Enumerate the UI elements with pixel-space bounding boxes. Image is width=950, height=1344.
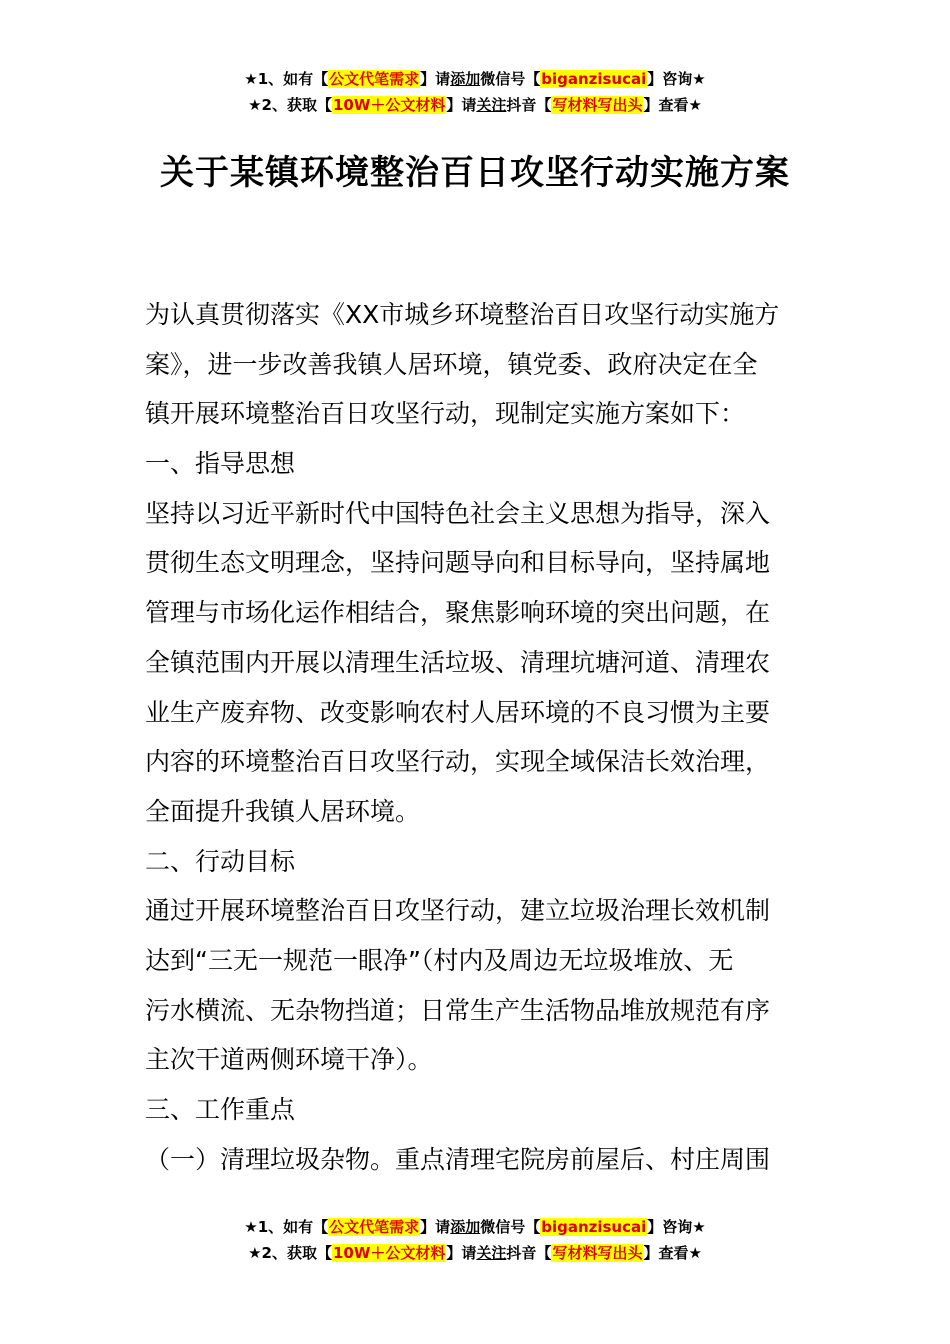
body-line: 案》，进一步改善我镇人居环境，镇党委、政府决定在全 <box>145 349 758 379</box>
body-line: （一）清理垃圾杂物。重点清理宅院房前屋后、村庄周围 <box>145 1144 771 1174</box>
body-line: 业生产废弃物、改变影响农村人居环境的不良习惯为主要 <box>145 697 771 727</box>
section-heading-1: 一、指导思想 <box>145 449 296 479</box>
banner-line-1-underline: 添加 <box>450 70 481 88</box>
footer-line-2-post: 】查看★ <box>643 1244 702 1262</box>
body-line: 内容的环境整治百日攻坚行动，实现全域保洁长效治理， <box>145 747 771 777</box>
body-line: 贯彻生态文明理念，坚持问题导向和目标导向，坚持属地 <box>145 548 771 578</box>
banner-line-2-highlight-douyin: 写材料写出头 <box>552 96 643 114</box>
footer-line-2-mid: 】请 <box>446 1244 477 1262</box>
footer-line-1-post: 】咨询★ <box>647 1218 706 1236</box>
body-line: 污水横流、无杂物挡道；日常生产生活物品堆放规范有序 <box>145 995 771 1025</box>
banner-line-1-highlight-service: 公文代笔需求 <box>329 70 420 88</box>
section-heading-3: 三、工作重点 <box>145 1095 296 1124</box>
banner-line-2-underline: 关注 <box>476 96 507 114</box>
header-banner <box>0 66 950 118</box>
banner-line-1-pre: ★1、如有【 <box>244 70 329 88</box>
footer-line-1-underline: 添加 <box>450 1218 481 1236</box>
section-heading-2: 二、行动目标 <box>145 846 296 876</box>
banner-line-1-mid: 】请 <box>420 70 451 88</box>
footer-line-2-underline: 关注 <box>476 1244 507 1262</box>
footer-line-2-pre: ★2、获取【 <box>248 1244 332 1262</box>
footer-line-2-mid2: 抖音【 <box>506 1244 552 1262</box>
body-line: 通过开展环境整治百日攻坚行动，建立垃圾治理长效机制 <box>145 896 771 926</box>
footer-line-1-highlight-wechat: biganzisucai <box>541 1218 647 1236</box>
footer-banner <box>0 1214 950 1266</box>
banner-line-2-mid: 】请 <box>446 96 477 114</box>
banner-line-1 <box>0 66 950 92</box>
banner-line-2 <box>0 92 950 118</box>
banner-line-2-pre: ★2、获取【 <box>248 96 332 114</box>
footer-line-1-mid2: 微信号【 <box>480 1218 541 1236</box>
body-line: 坚持以习近平新时代中国特色社会主义思想为指导，深入 <box>145 498 771 528</box>
banner-line-2-mid2: 抖音【 <box>506 96 552 114</box>
banner-line-1-highlight-wechat: biganzisucai <box>541 70 647 88</box>
body-line: 管理与市场化运作相结合，聚焦影响环境的突出问题，在 <box>145 598 771 628</box>
body-line: 全面提升我镇人居环境。 <box>145 796 421 826</box>
footer-line-1 <box>0 1214 950 1240</box>
banner-line-2-post: 】查看★ <box>643 96 702 114</box>
body-line: 全镇范围内开展以清理生活垃圾、清理坑塘河道、清理农 <box>145 647 771 677</box>
footer-line-1-highlight-service: 公文代笔需求 <box>329 1218 420 1236</box>
footer-line-2-highlight-douyin: 写材料写出头 <box>552 1244 643 1262</box>
document-title: 关于某镇环境整治百日攻坚行动实施方案 <box>160 153 790 193</box>
footer-line-1-mid: 】请 <box>420 1218 451 1236</box>
footer-line-2 <box>0 1240 950 1266</box>
document-body <box>145 290 809 1184</box>
body-line: 达到“三无一规范一眼净”（村内及周边无垃圾堆放、无 <box>145 945 734 975</box>
banner-line-1-post: 】咨询★ <box>647 70 706 88</box>
banner-line-1-mid2: 微信号【 <box>480 70 541 88</box>
footer-line-2-highlight-materials: 10W＋公文材料 <box>332 1244 446 1262</box>
body-line: 为认真贯彻落实《XX市城乡环境整治百日攻坚行动实施方 <box>145 300 780 329</box>
banner-line-2-highlight-materials: 10W＋公文材料 <box>332 96 446 114</box>
body-line: 镇开展环境整治百日攻坚行动，现制定实施方案如下： <box>145 399 746 429</box>
footer-line-1-pre: ★1、如有【 <box>244 1218 329 1236</box>
body-line: 主次干道两侧环境干净）。 <box>145 1045 433 1075</box>
